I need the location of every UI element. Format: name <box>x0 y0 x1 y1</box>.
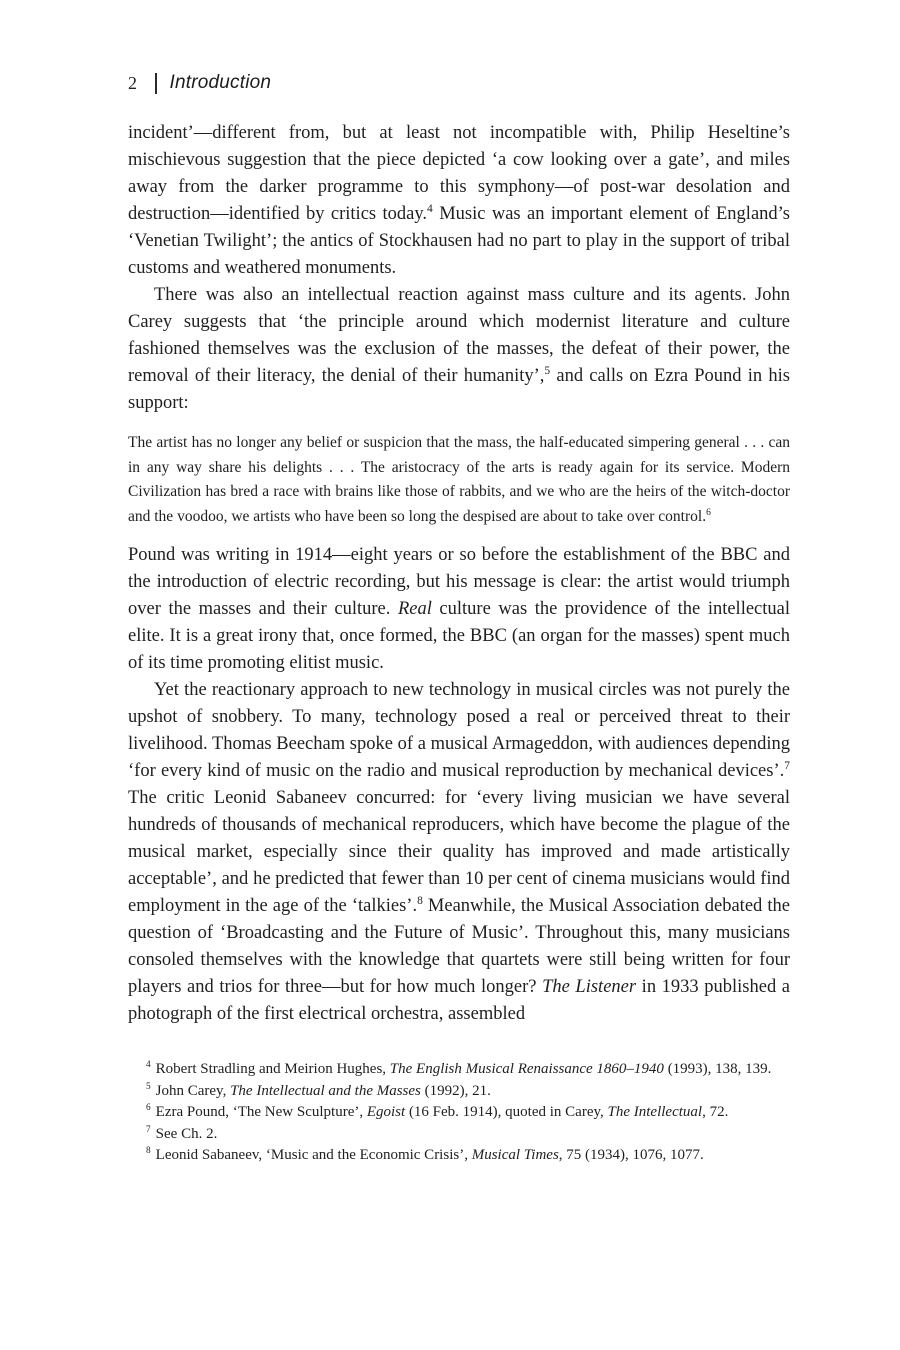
footnote-text: Robert Stradling and Meirion Hughes, The English Musical Renaissance 1860–1940 (1993), 138, 139. <box>155 1061 772 1077</box>
footnote-reference: 4 <box>427 202 433 215</box>
paragraph-pound-1914: Pound was writing in 1914—eight years or so before the establishment of the BBC and the introduction of electric recording, but his message is clear: the artist would triumph over the masses and their culture. Real culture was the providence of the intellectual elite. It is a great irony that, once formed, the BBC (an organ for the masses) spent much of its time promoting elitist music. <box>128 545 791 673</box>
footnote <box>128 1102 790 1124</box>
footnote-marker: 4 <box>146 1060 151 1070</box>
footnote <box>128 1145 790 1167</box>
footnote-text: Ezra Pound, ‘The New Sculpture’, Egoist (16 Feb. 1914), quoted in Carey, The Intellectual, 72. <box>155 1104 729 1120</box>
page-body <box>128 120 790 1028</box>
paragraph-incident: incident’—different from, but at least not incompatible with, Philip Heseltine’s mischievous suggestion that the piece depicted ‘a cow looking over a gate’, and miles away from the darker programme to this symphony—of post-war desolation and destruction—identified by critics today.$^4$ Music was an important element of England’s ‘Venetian Twilight’; the antics of Stockhausen had no part to play in the support of tribal customs and weathered monuments. <box>128 123 790 278</box>
footnote-marker: 7 <box>146 1124 151 1135</box>
footnote-text: Leonid Sabaneev, ‘Music and the Economic Crisis’, Musical Times, 75 (1934), 1076, 1077. <box>155 1147 704 1163</box>
header-divider-rule <box>155 73 157 94</box>
page-header <box>128 70 790 96</box>
footnote-marker: 8 <box>146 1146 151 1156</box>
footnote <box>128 1081 790 1103</box>
footnote-reference: 7 <box>784 759 790 772</box>
footnote <box>128 1124 790 1146</box>
footnote-reference: 5 <box>544 364 551 377</box>
footnote-marker: 6 <box>146 1103 151 1113</box>
footnotes-section <box>128 1059 790 1167</box>
footnote-text: See Ch. 2. <box>155 1125 218 1142</box>
paragraph-reactionary-technology: Yet the reactionary approach to new technology in musical circles was not purely the upshot of snobbery. To many, technology posed a real or perceived threat to their livelihood. Thomas Beecham spoke of a musical Armageddon, with audiences depending ‘for every kind of music on the radio and musical reproduction by mechanical devices’.$^7$ The critic Leonid Sabaneev concurred: for ‘every living musician we have several hundreds of thousands of mechanical reproducers, which have become the plague of the musical market, especially since their quality has improved and made artistically acceptable’, and he predicted that fewer than 10 per cent of cinema musicians would find employment in the age of the ‘talkies’.$^8$ Meanwhile, the Musical Association debated the question of ‘Broadcasting and the Future of Music’. Throughout this, many musicians consoled themselves with the knowledge that quartets were still being written for four players and trios for three—but for how much longer? The Listener in 1933 published a photograph of the first electrical orchestra, assembled <box>128 680 791 1024</box>
footnote-reference: 6 <box>706 506 711 518</box>
footnote <box>128 1059 790 1081</box>
footnote-text: John Carey, The Intellectual and the Masses (1992), 21. <box>155 1082 491 1099</box>
paragraph-intellectual-reaction: There was also an intellectual reaction against mass culture and its agents. John Carey suggests that ‘the principle around which modernist literature and culture fashioned themselves was the exclusion of the masses, the defeat of their power, the removal of their literacy, the denial of their humanity’,$^5$ and calls on Ezra Pound in his support: <box>128 285 790 413</box>
running-head-title: Introduction <box>169 72 272 93</box>
pound-block-quote: The artist has no longer any belief or suspicion that the mass, the half-educated simpering general . . . can in any way share his delights . . . The aristocracy of the arts is ready again for its service. Modern Civilization has bred a race with brains like those of rabbits, and we who are the heirs of the witch-doctor and the voodoo, we artists who have been so long the despised are about to take over control.$^6$ <box>128 434 790 525</box>
footnote-reference: 8 <box>417 894 423 907</box>
page-number: 2 <box>128 72 137 93</box>
footnote-marker: 5 <box>146 1081 151 1092</box>
